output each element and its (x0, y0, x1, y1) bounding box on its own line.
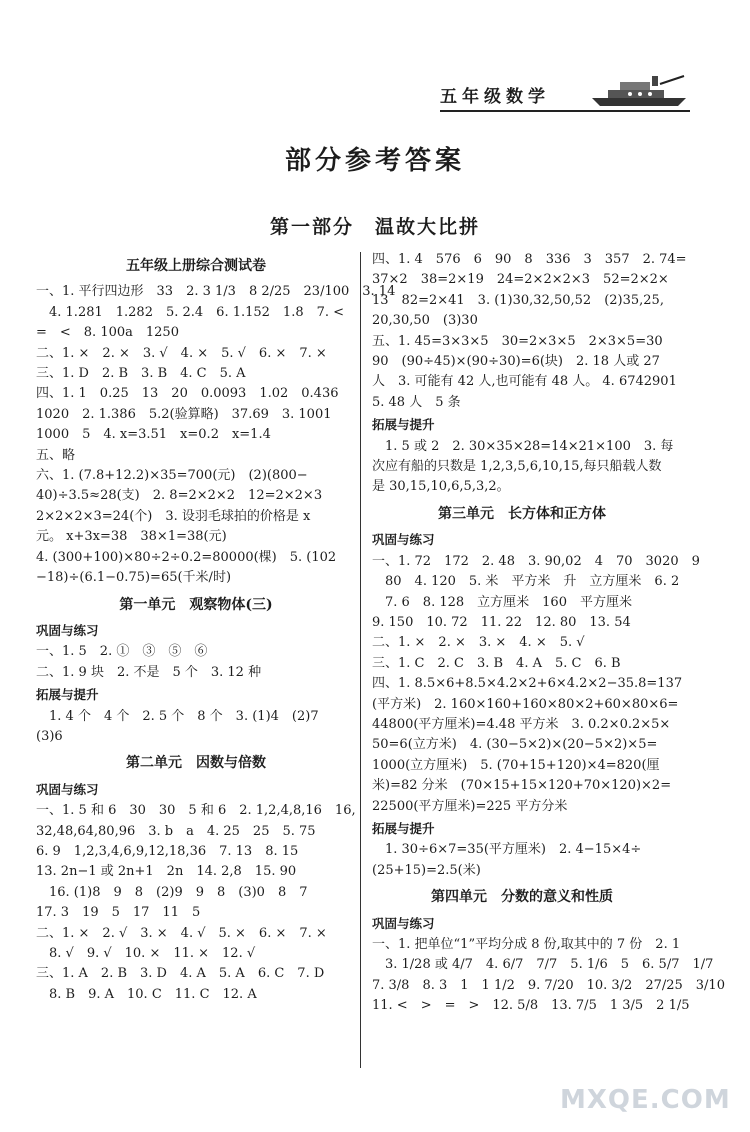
answer-line: 次应有船的只数是 1,2,3,5,6,10,15,每只船载人数 (372, 459, 662, 475)
answer-line: 五、略 (36, 447, 76, 463)
answer-line: 六、1. (7.8+12.2)×35=700(元) (2)(800− (36, 468, 308, 484)
answer-line: (3)6 (36, 728, 63, 744)
answer-line: 6. 9 1,2,3,4,6,9,12,18,36 7. 13 8. 15 (36, 843, 299, 859)
answer-line: (平方米) 2. 160×160+160×80×2+60×80×6= (372, 696, 679, 712)
answer-line: 40)÷3.5≈28(支) 2. 8=2×2×2 12=2×2×3 (36, 488, 323, 504)
subsection-title: 拓展与提升 (36, 687, 99, 703)
column-divider (360, 252, 361, 1068)
answer-line: 一、1. 平行四边形 33 2. 3 1/3 8 2/25 23/100 3. 14 (36, 284, 396, 300)
answer-line: 32,48,64,80,96 3. b a 4. 25 25 5. 75 (36, 823, 316, 839)
left-column (36, 250, 396, 1005)
answer-line: 7. 3/8 8. 3 1 1 1/2 9. 7/20 10. 3/2 27/25 3/10 (372, 977, 725, 993)
answer-line: 1. 4 个 4 个 2. 5 个 8 个 3. (1)4 (2)7 (36, 708, 319, 724)
section-title: 五年级上册综合测试卷 (126, 258, 266, 274)
section-title: 第三单元 长方体和正方体 (438, 505, 606, 522)
answer-line: = < 8. 100a 1250 (36, 325, 179, 341)
answer-line: 22500(平方厘米)=225 平方分米 (372, 798, 568, 814)
answer-line: 11. < > = > 12. 5/8 13. 7/5 1 3/5 2 1/5 (372, 998, 690, 1014)
answer-line: 8. B 9. A 10. C 11. C 12. A (36, 986, 257, 1002)
subsection-title: 拓展与提升 (372, 417, 435, 433)
header-title: 五年级数学 (440, 87, 550, 107)
answer-line: 4. (300+100)×80÷2÷0.2=80000(棵) 5. (102 (36, 549, 337, 565)
subsection-title: 巩固与练习 (36, 622, 99, 638)
header-rule (440, 110, 690, 112)
subsection-title: 巩固与练习 (36, 781, 99, 797)
answer-line: 1000 5 4. x=3.51 x=0.2 x=1.4 (36, 427, 271, 443)
running-header (440, 72, 690, 112)
answer-line: 四、1. 4 576 6 90 8 336 3 357 2. 74= (372, 252, 687, 267)
page-title: 部分参考答案 (284, 146, 465, 176)
answer-line: (25+15)=2.5(米) (372, 862, 481, 878)
answer-line: 二、1. × 2. √ 3. × 4. √ 5. × 6. × 7. × (36, 925, 327, 941)
answer-line: 一、1. 5 和 6 30 30 5 和 6 2. 1,2,4,8,16 16, (36, 803, 356, 819)
answer-line: 元。 x+3x=38 38×1=38(元) (36, 529, 227, 545)
section-title: 第一单元 观察物体(三) (119, 596, 273, 613)
answer-line: 50=6(立方米) 4. (30−5×2)×(20−5×2)×5= (372, 737, 658, 753)
answer-line: 四、1. 8.5×6+8.5×4.2×2+6×4.2×2−35.8=137 (372, 676, 683, 692)
answer-line: 人 3. 可能有 42 人,也可能有 48 人。 4. 6742901 (372, 374, 677, 390)
answer-line: 80 4. 120 5. 米 平方米 升 立方厘米 6. 2 (372, 574, 680, 590)
answer-line: 五、1. 45=3×3×5 30=2×3×5 2×3×5=30 (372, 333, 663, 349)
answer-line: 13. 2n−1 或 2n+1 2n 14. 2,8 15. 90 (36, 864, 297, 880)
answer-line: 1020 2. 1.386 5.2(验算略) 37.69 3. 1001 (36, 406, 332, 422)
section-title: 第二单元 因数与倍数 (126, 755, 266, 772)
answer-line: 2×2×2×3=24(个) 3. 设羽毛球拍的价格是 x (36, 508, 311, 524)
answer-line: 13 82=2×41 3. (1)30,32,50,52 (2)35,25, (372, 292, 664, 308)
answer-line: 8. √ 9. √ 10. × 11. × 12. √ (36, 946, 256, 961)
answer-line: 二、1. 9 块 2. 不是 5 个 3. 12 种 (36, 664, 262, 680)
answer-line: 米)=82 分米 (70×15+15×120+70×120)×2= (372, 778, 672, 794)
ship-icon (590, 72, 690, 108)
answer-line: 90 (90÷45)×(90÷30)=6(块) 2. 18 人或 27 (372, 354, 660, 370)
answer-line: 三、1. C 2. C 3. B 4. A 5. C 6. B (372, 655, 621, 671)
answer-line: 17. 3 19 5 17 11 5 (36, 905, 201, 921)
answer-line: 1. 5 或 2 2. 30×35×28=14×21×100 3. 每 (372, 438, 674, 454)
answer-line: 1000(立方厘米) 5. (70+15+120)×4=820(厘 (372, 757, 660, 773)
subsection-title: 拓展与提升 (372, 820, 435, 836)
answer-line: 一、1. 5 2. ① ③ ⑤ ⑥ (36, 644, 208, 660)
answer-line: −18)÷(6.1−0.75)=65(千米/时) (36, 570, 232, 586)
answer-line: 四、1. 1 0.25 13 20 0.0093 1.02 0.436 (36, 386, 339, 402)
answer-line: 4. 1.281 1.282 5. 2.4 6. 1.152 1.8 7. < (36, 304, 345, 320)
part-title: 第一部分 温故大比拼 (269, 216, 480, 238)
answer-line: 三、1. D 2. B 3. B 4. C 5. A (36, 366, 246, 382)
answer-line: 37×2 38=2×19 24=2×2×2×3 52=2×2× (372, 272, 669, 288)
answer-line: 7. 6 8. 128 立方厘米 160 平方厘米 (372, 594, 632, 610)
answer-line: 5. 48 人 5 条 (372, 394, 461, 410)
answer-line: 20,30,50 (3)30 (372, 313, 478, 329)
watermark: MXQE.COM (560, 1085, 731, 1115)
answer-line: 一、1. 把单位“1”平均分成 8 份,取其中的 7 份 2. 1 (372, 937, 681, 952)
answer-line: 一、1. 72 172 2. 48 3. 90,02 4 70 3020 9 (372, 553, 700, 569)
answer-line: 三、1. A 2. B 3. D 4. A 5. A 6. C 7. D (36, 966, 325, 982)
subsection-title: 巩固与练习 (372, 532, 435, 548)
answer-line: 3. 1/28 或 4/7 4. 6/7 7/7 5. 1/6 5 6. 5/7 1/7 (372, 957, 714, 973)
section-title: 第四单元 分数的意义和性质 (431, 889, 613, 906)
answer-line: 44800(平方厘米)=4.48 平方米 3. 0.2×0.2×5× (372, 716, 671, 732)
answer-line: 二、1. × 2. × 3. × 4. × 5. √ (372, 635, 585, 651)
right-column (372, 250, 725, 1017)
subsection-title: 巩固与练习 (372, 915, 435, 931)
answer-line: 16. (1)8 9 8 (2)9 9 8 (3)0 8 7 (36, 884, 308, 900)
answer-line: 是 30,15,10,6,5,3,2。 (372, 479, 510, 495)
answer-line: 9. 150 10. 72 11. 22 12. 80 13. 54 (372, 614, 631, 630)
answer-line: 二、1. × 2. × 3. √ 4. × 5. √ 6. × 7. × (36, 345, 327, 361)
answer-line: 1. 30÷6×7=35(平方厘米) 2. 4−15×4÷ (372, 842, 642, 858)
